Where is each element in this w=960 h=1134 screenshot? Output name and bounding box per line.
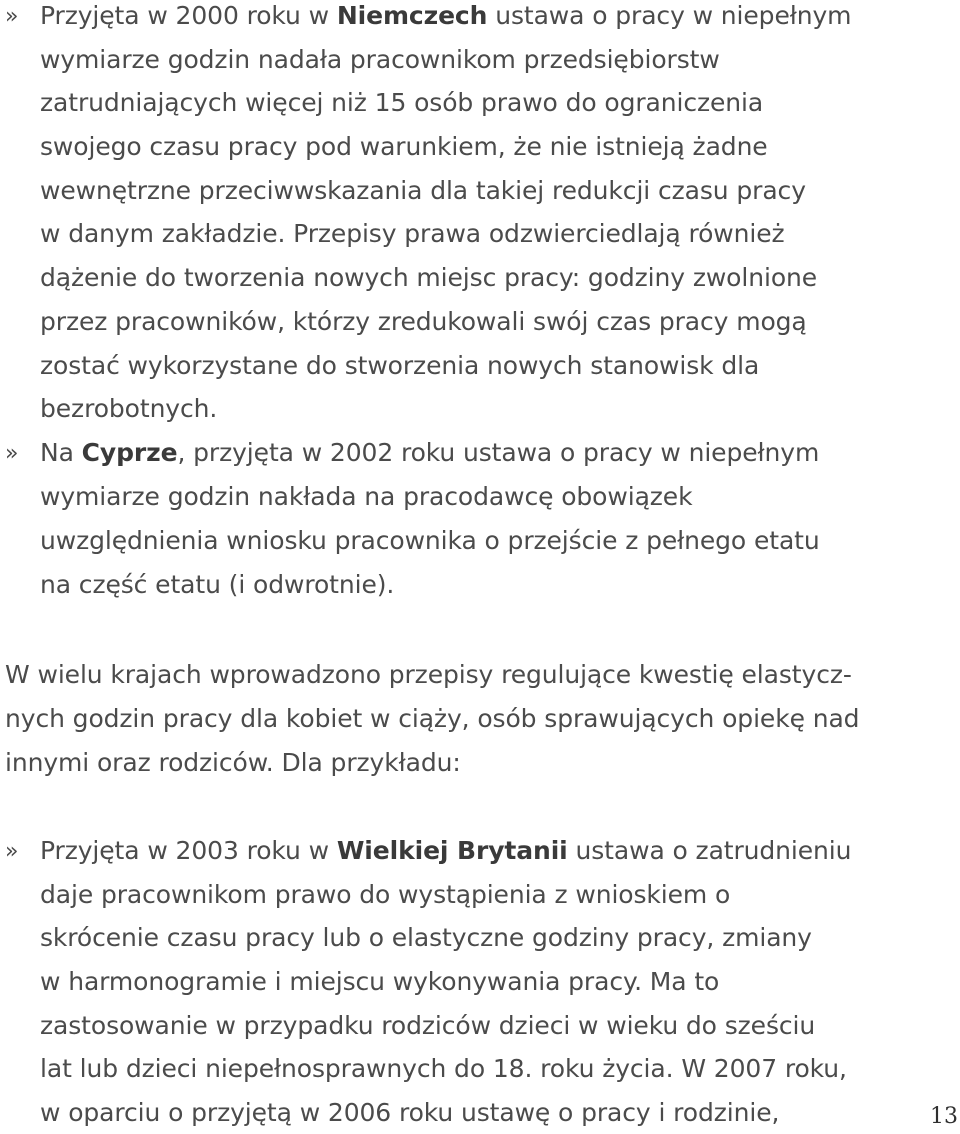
- text-line: na część etatu (i odwrotnie).: [40, 570, 395, 599]
- text-line: Przyjęta w 2003 roku w Wielkiej Brytanii ustawa o zatrudnieniu: [40, 836, 852, 865]
- text-line: w harmonogramie i miejscu wykonywania pracy. Ma to: [40, 967, 720, 996]
- text-line: zatrudniających więcej niż 15 osób prawo do ograniczenia: [40, 88, 764, 117]
- text-line: skrócenie czasu pracy lub o elastyczne godziny pracy, zmiany: [40, 923, 812, 952]
- text-line: uwzględnienia wniosku pracownika o przejście z pełnego etatu: [40, 526, 820, 555]
- text-line: dążenie do tworzenia nowych miejsc pracy: godziny zwolnione: [40, 263, 818, 292]
- text-line: daje pracownikom prawo do wystąpienia z wnioskiem o: [40, 880, 731, 909]
- country-name: Cyprze: [81, 438, 178, 467]
- bullet-marker: »: [5, 441, 19, 466]
- text-line: innymi oraz rodziców. Dla przykładu:: [5, 748, 461, 777]
- text-line: nych godzin pracy dla kobiet w ciąży, osób sprawujących opiekę nad: [5, 704, 860, 733]
- text-line: lat lub dzieci niepełnosprawnych do 18. roku życia. W 2007 roku,: [40, 1054, 847, 1083]
- text-line: Przyjęta w 2000 roku w Niemczech ustawa o pracy w niepełnym: [40, 1, 852, 30]
- country-name: Niemczech: [336, 1, 488, 30]
- text-line: wymiarze godzin nakłada na pracodawcę obowiązek: [40, 482, 693, 511]
- text-line: W wielu krajach wprowadzono przepisy regulujące kwestię elastycz-: [5, 660, 852, 689]
- text-line: wymiarze godzin nadała pracownikom przedsiębiorstw: [40, 45, 720, 74]
- text-line: wewnętrzne przeciwwskazania dla takiej redukcji czasu pracy: [40, 176, 806, 205]
- text-line: w oparciu o przyjętą w 2006 roku ustawę o pracy i rodzinie,: [40, 1098, 780, 1127]
- text-line: przez pracowników, którzy zredukowali swój czas pracy mogą: [40, 307, 807, 336]
- bullet-marker: »: [5, 839, 19, 864]
- text-line: w danym zakładzie. Przepisy prawa odzwierciedlają również: [40, 219, 785, 248]
- text-line: swojego czasu pracy pod warunkiem, że nie istnieją żadne: [40, 132, 768, 161]
- text-line: Na Cyprze, przyjęta w 2002 roku ustawa o pracy w niepełnym: [40, 438, 820, 467]
- country-name: Wielkiej Brytanii: [336, 836, 568, 865]
- page-number: 13: [930, 1104, 958, 1129]
- bullet-marker: »: [5, 4, 19, 29]
- text-line: zastosowanie w przypadku rodziców dzieci w wieku do sześciu: [40, 1011, 816, 1040]
- text-line: bezrobotnych.: [40, 394, 218, 423]
- text-line: zostać wykorzystane do stworzenia nowych stanowisk dla: [40, 351, 760, 380]
